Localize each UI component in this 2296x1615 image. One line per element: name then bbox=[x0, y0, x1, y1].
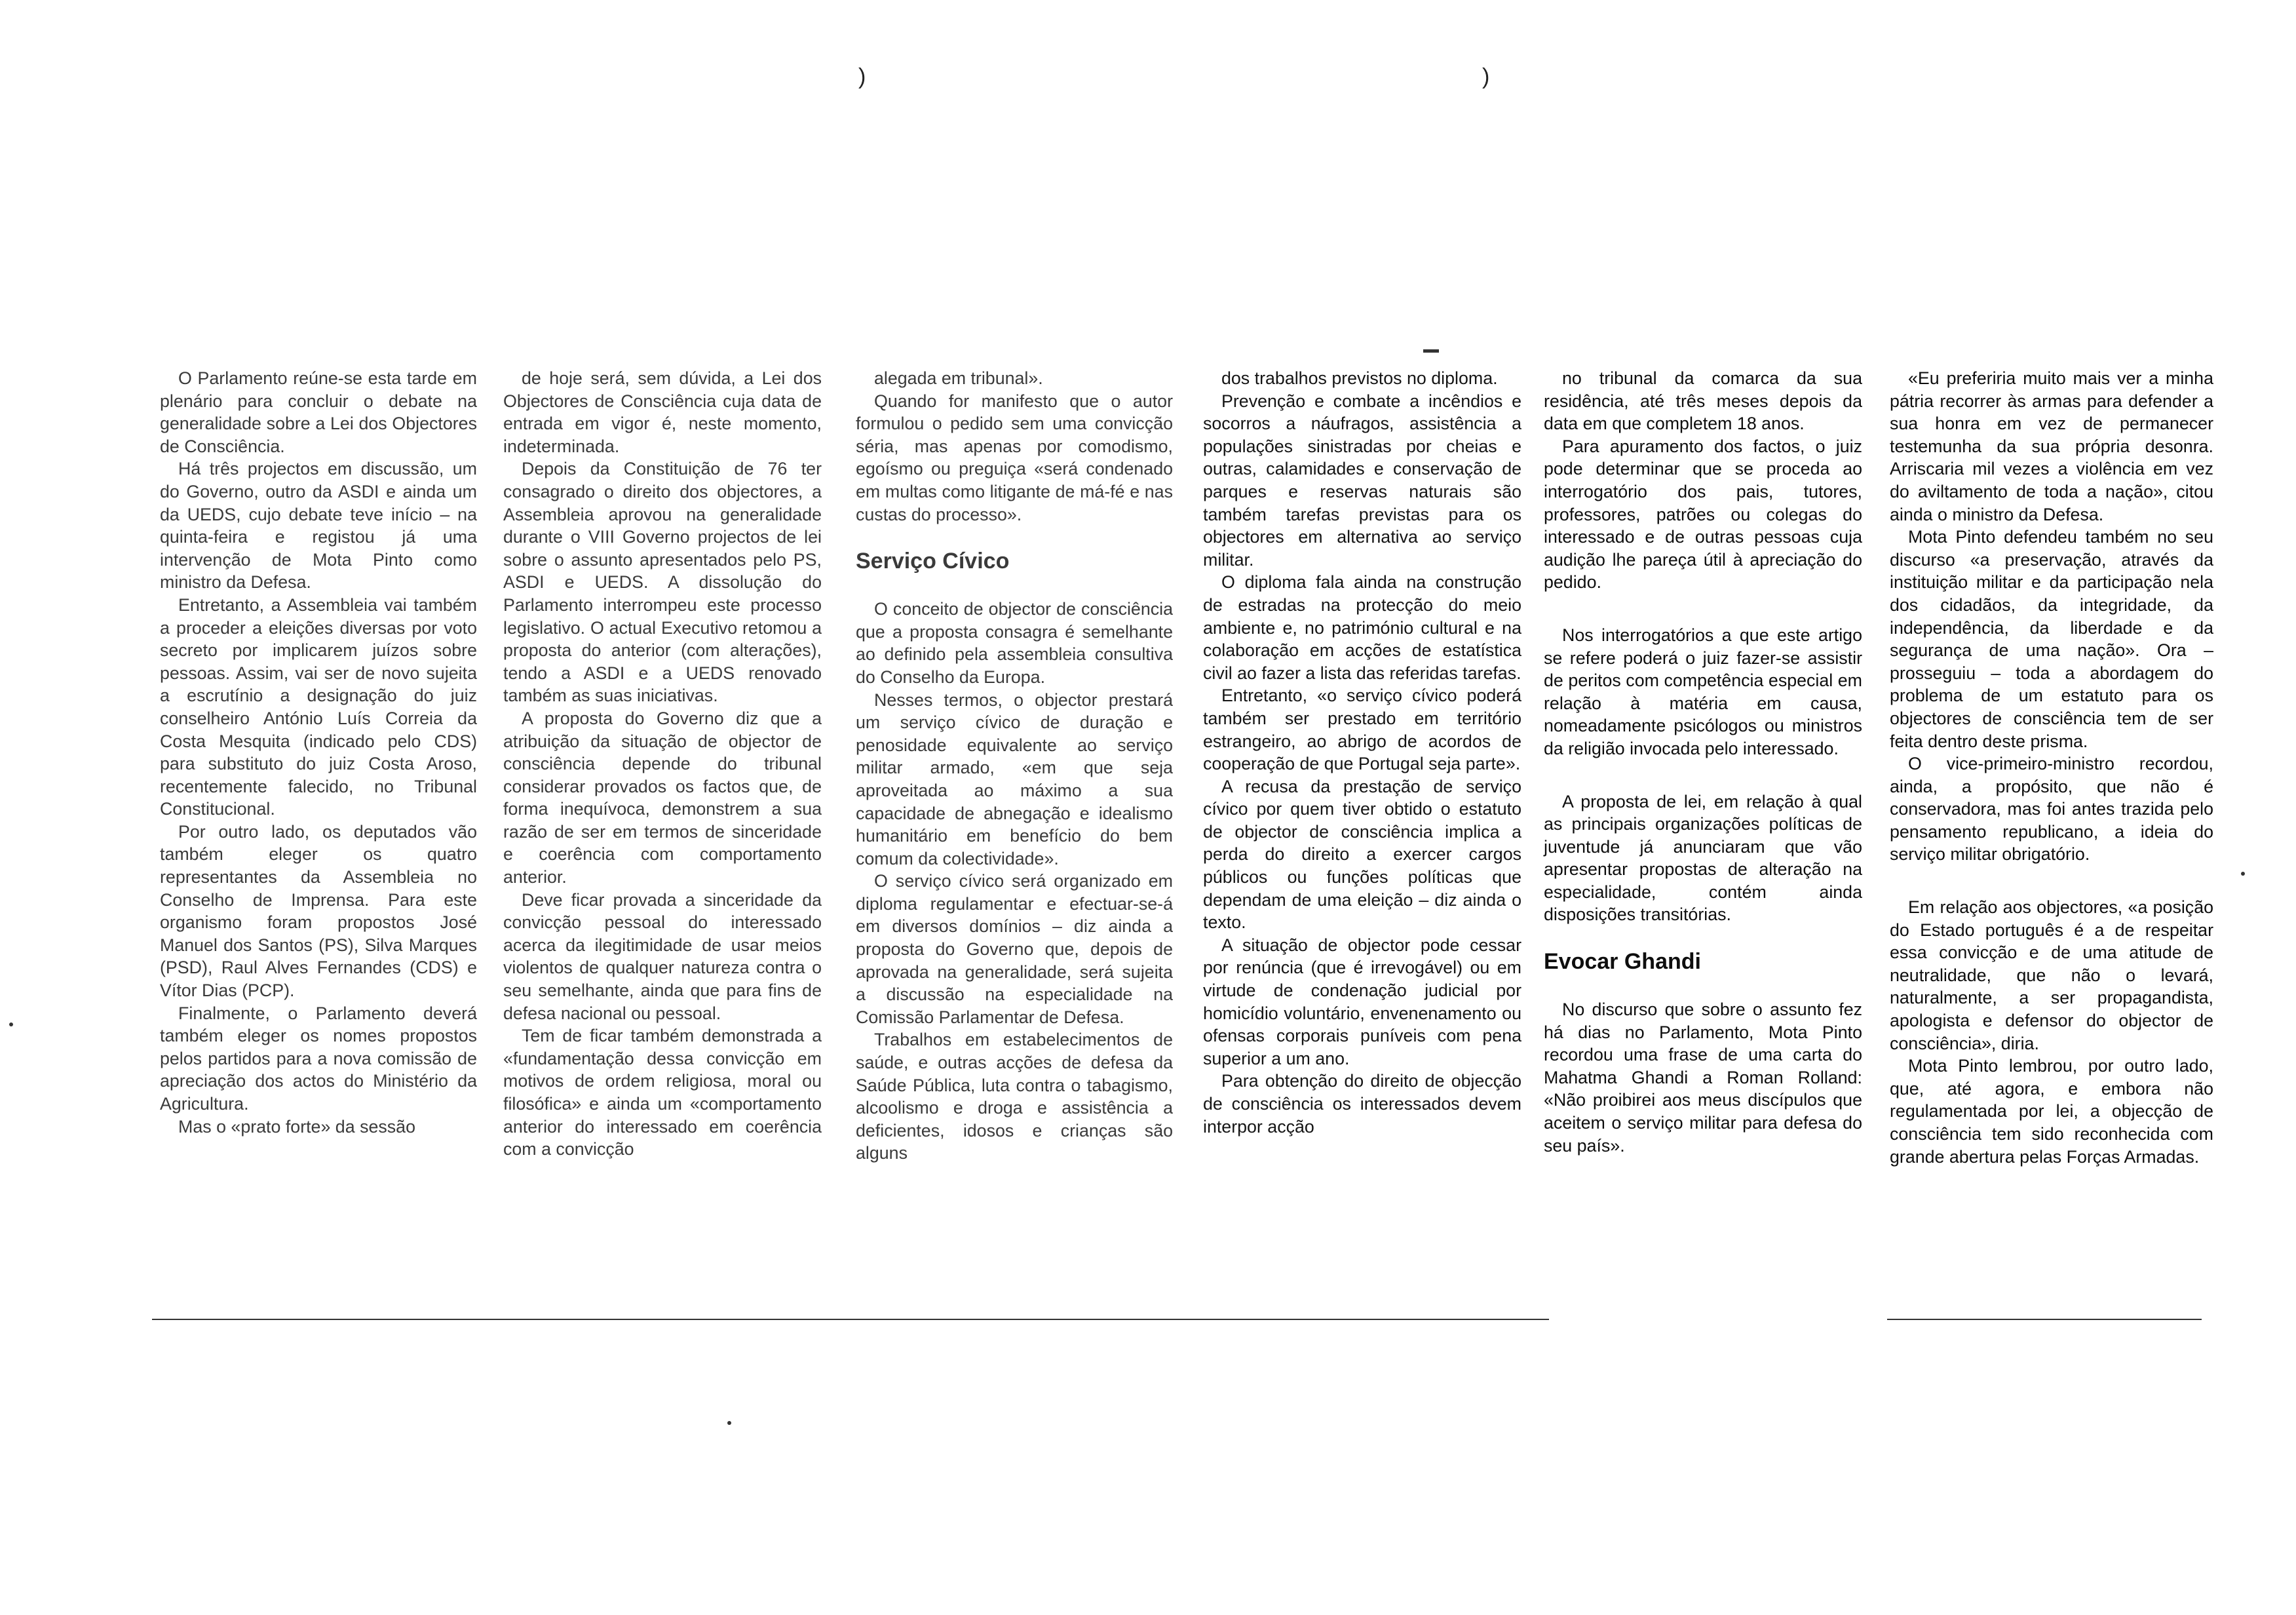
article-column-4 bbox=[1203, 367, 1521, 1138]
paragraph: Deve ficar provada a sinceridade da convicção pessoal do interessado acerca da ilegitimidade de usar meios violentos de qualquer natureza contra o seu semelhante, ainda que para fins de defesa nacional ou pessoal. bbox=[503, 889, 822, 1023]
paragraph: O vice-primeiro-ministro recordou, ainda, a propósito, que não é conservadora, mas foi antes trazida pelo pensamento republicano, a ideia do serviço militar obrigatório. bbox=[1890, 754, 2213, 865]
paragraph: A recusa da prestação de serviço cívico por quem tiver obtido o estatuto de objector de consciência implica a perda do direito a exercer cargos públicos ou funções políticas que dependam de uma eleição – diz ainda o texto. bbox=[1203, 776, 1521, 933]
paragraph: O serviço cívico será organizado em diploma regulamentar e efectuar-se-á em diversos domínios – diz ainda a proposta do Governo que, depois de aprovada na generalidade, será sujeita a discussão na especialidade na Comissão Parlamentar de Defesa. bbox=[856, 871, 1173, 1027]
bottom-rule-left bbox=[152, 1319, 1549, 1320]
paragraph: Por outro lado, os deputados vão também eleger os quatro representantes da Assembleia no Conselho de Imprensa. Para este organismo foram propostos José Manuel dos Santos (PS), Silva Marques (PSD), Raul Alves Fernandes (CDS) e Vítor Dias (PCP). bbox=[160, 821, 477, 1001]
scan-mark-dash bbox=[1423, 349, 1439, 353]
paragraph: A situação de objector pode cessar por renúncia (que é irrevogável) ou em virtude de condenação judicial por homicídio voluntário, envenenamento ou ofensas corporais puníveis com pena superior a um ano. bbox=[1203, 935, 1521, 1068]
paragraph: Nesses termos, o objector prestará um serviço cívico de duração e penosidade equivalente ao serviço militar armado, «em que seja aproveitada ao máximo a sua capacidade de abnegação e idealismo humanitário em benefício do bem comum da colectividade». bbox=[856, 690, 1173, 868]
article-column-3 bbox=[856, 367, 1173, 1165]
article-column-6 bbox=[1890, 367, 2213, 1168]
paragraph: «Eu preferiria muito mais ver a minha pátria recorrer às armas para defender a sua honra em vez de permanecer testemunha da sua própria desonra. Arriscaria mil vezes a violência em vez do aviltamento de toda a nação», citou ainda o ministro da Defesa. bbox=[1890, 368, 2213, 524]
paragraph: Quando for manifesto que o autor formulou o pedido sem uma convicção séria, mas apenas por comodismo, egoísmo ou preguiça «será condenado em multas como litigante de má-fé e nas custas do processo». bbox=[856, 391, 1173, 524]
paragraph: Entretanto, «o serviço cívico poderá também ser prestado em território estrangeiro, ao abrigo de acordos de cooperação de que Portugal seja parte». bbox=[1203, 686, 1521, 774]
article-column-1 bbox=[160, 367, 477, 1138]
paragraph: O conceito de objector de consciência que a proposta consagra é semelhante ao definido pela assembleia consultiva do Conselho da Europa. bbox=[856, 599, 1173, 687]
section-heading-servico-civico: Serviço Cívico bbox=[856, 549, 1010, 574]
paragraph: Em relação aos objectores, «a posição do Estado português é a de respeitar essa convicção e de uma atitude de neutralidade, que não o levará, naturalmente, a ser propagandista, apologista e defensor do objector de consciência», diria. bbox=[1890, 897, 2213, 1053]
paragraph: Há três projectos em discussão, um do Governo, outro da ASDI e ainda um da UEDS, cujo debate teve início – na quinta-feira e registou já uma intervenção de Mota Pinto como ministro da Defesa. bbox=[160, 459, 477, 593]
paragraph: alegada em tribunal». bbox=[874, 368, 1043, 388]
paragraph: Trabalhos em estabelecimentos de saúde, e outras acções de defesa da Saúde Pública, luta contra o tabagismo, alcoolismo e droga e assistência a deficientes, idosos e crianças são alguns bbox=[856, 1030, 1173, 1163]
scan-mark-dot-right bbox=[2241, 872, 2245, 876]
scan-mark-right: ) bbox=[1482, 64, 1490, 89]
paragraph: Nos interrogatórios a que este artigo se refere poderá o juiz fazer-se assistir de peritos com competência especial em relação à matéria em causa, nomeadamente psicólogos ou ministros da religião invocada pelo interessado. bbox=[1544, 625, 1862, 758]
paragraph: Para apuramento dos factos, o juiz pode determinar que se proceda ao interrogatório dos pais, tutores, professores, patrões ou colegas do interessado e de outras pessoas cuja audição lhe pareça útil à apreciação do pedido. bbox=[1544, 436, 1862, 593]
scan-mark-dot-bottom bbox=[727, 1421, 731, 1425]
bottom-rule-right bbox=[1887, 1319, 2202, 1320]
paragraph: A proposta do Governo diz que a atribuição da situação de objector de consciência depende do tribunal considerar provados os factos que, de forma inequívoca, demonstrem a sua razão de ser em termos de sinceridade e coerência com comportamento anterior. bbox=[503, 708, 822, 887]
paragraph: O Parlamento reúne-se esta tarde em plenário para concluir o debate na generalidade sobre a Lei dos Objectores de Consciência. bbox=[160, 368, 477, 456]
paragraph: Mas o «prato forte» da sessão bbox=[178, 1116, 415, 1137]
article-column-2 bbox=[503, 367, 822, 1161]
paragraph: dos trabalhos previstos no diploma. bbox=[1221, 368, 1498, 388]
paragraph: Entretanto, a Assembleia vai também a proceder a eleições diversas por voto secreto por implicarem juízos sobre pessoas. Assim, vai ser de novo sujeita a escrutínio a designação do juiz conselheiro António Luís Correia da Costa Mesquita (indicado pelo CDS) para substituto do juiz Costa Aroso, recentemente falecido, no Tribunal Constitucional. bbox=[160, 594, 477, 819]
scan-mark-left: ) bbox=[858, 64, 866, 89]
section-heading-evocar-ghandi: Evocar Ghandi bbox=[1544, 949, 1701, 975]
paragraph: Mota Pinto defendeu também no seu discurso «a preservação, através da instituição militar e da participação nela dos cidadãos, da integridade, da independência, da liberdade e da segurança de uma nação». Ora – prosseguiu – toda a abordagem do problema de um estatuto para os objectores de consciência tem de ser feita dentro deste prisma. bbox=[1890, 527, 2213, 751]
paragraph: Para obtenção do direito de objecção de consciência os interessados devem interpor acção bbox=[1203, 1071, 1521, 1137]
article-column-5 bbox=[1544, 367, 1862, 1157]
paragraph: No discurso que sobre o assunto fez há dias no Parlamento, Mota Pinto recordou uma frase de uma carta do Mahatma Ghandi a Roman Rolland: «Não proibirei aos meus discípulos que aceitem o serviço militar para defesa do seu país». bbox=[1544, 1000, 1862, 1156]
paragraph: Mota Pinto lembrou, por outro lado, que, até agora, e embora não regulamentada por lei, a objecção de consciência tem sido reconhecida com grande abertura pelas Forças Armadas. bbox=[1890, 1056, 2213, 1167]
scan-mark-dot-left bbox=[9, 1022, 13, 1026]
paragraph: O diploma fala ainda na construção de estradas na protecção do meio ambiente e, no património cultural e na colaboração em acções de estatística civil ao fazer a lista das referidas tarefas. bbox=[1203, 572, 1521, 683]
paragraph: Depois da Constituição de 76 ter consagrado o direito dos objectores, a Assembleia aprovou na generalidade durante o VIII Governo projectos de lei sobre o assunto apresentados pelo PS, ASDI e UEDS. A dissolução do Parlamento interrompeu este processo legislativo. O actual Executivo retomou a proposta do anterior (com alterações), tendo a ASDI e a UEDS renovado também as suas iniciativas. bbox=[503, 459, 822, 706]
paragraph: no tribunal da comarca da sua residência, até três meses depois da data em que completem 18 anos. bbox=[1544, 368, 1862, 434]
paragraph: A proposta de lei, em relação à qual as principais organizações políticas de juventude já anunciaram que vão apresentar propostas de alteração na especialidade, contém ainda disposições transitórias. bbox=[1544, 791, 1862, 925]
paragraph: Finalmente, o Parlamento deverá também eleger os nomes propostos pelos partidos para a nova comissão de apreciação dos actos do Ministério da Agricultura. bbox=[160, 1003, 477, 1114]
paragraph: Tem de ficar também demonstrada a «fundamentação dessa convicção em motivos de ordem religiosa, moral ou filosófica» e ainda um «comportamento anterior do interessado em coerência com a convicção bbox=[503, 1026, 822, 1159]
paragraph: Prevenção e combate a incêndios e socorros a náufragos, assistência a populações sinistradas por cheias e outras, calamidades e conservação de parques e reservas naturais são também tarefas previstas para os objectores em alternativa ao serviço militar. bbox=[1203, 391, 1521, 570]
paragraph: de hoje será, sem dúvida, a Lei dos Objectores de Consciência cuja data de entrada em vigor é, neste momento, indeterminada. bbox=[503, 368, 822, 456]
